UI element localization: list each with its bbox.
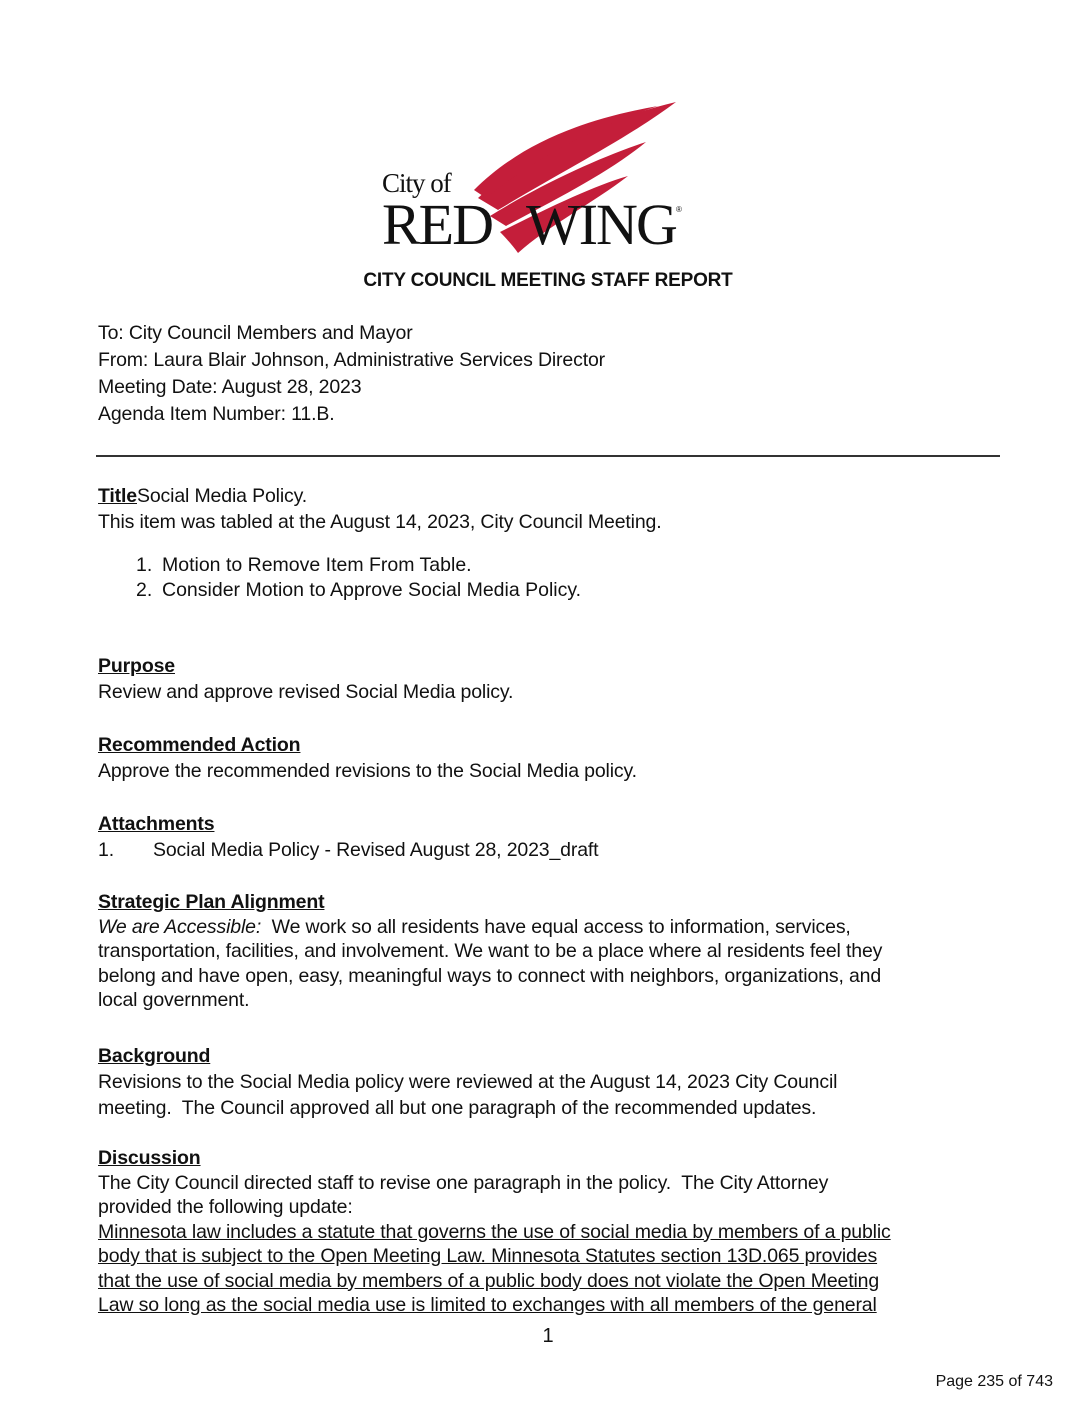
svg-text:®: ® [676,205,682,214]
strategic-plan-lead: We are Accessible: [98,915,262,938]
header-divider [96,455,1000,457]
page-of-total: Page 235 of 743 [935,1373,1053,1390]
city-of-red-wing-logo [378,98,688,258]
title-label: Title [98,485,137,507]
attachments-section [98,811,598,863]
meeting-date-line: Meeting Date: August 28, 2023 [98,376,362,398]
discussion-heading: Discussion [98,1147,201,1169]
recommended-action-body: Approve the recommended revisions to the Social Media policy. [98,760,637,782]
strategic-plan-section: Strategic Plan Alignment We are Accessible: We work so all residents have equal access to information, services, transportation, facilities, and involvement. We want to be a place where al residents feel they belong and have open, easy, meaningful ways to connect with neighbors, organizations, and local government. [98,891,883,1011]
purpose-body: Review and approve revised Social Media policy. [98,681,514,703]
recommended-action-section [98,732,637,784]
from-line: From: Laura Blair Johnson, Administrative Services Director [98,349,606,371]
attorney-update-text: Minnesota law includes a statute that governs the use of social media by members of a public [98,1220,891,1243]
attachments-heading: Attachments [98,813,215,835]
recommended-action-heading: Recommended Action [98,734,301,756]
background-section: Background Revisions to the Social Media policy were reviewed at the August 14, 2023 City Council meeting. The Council approved all but one paragraph of the recommended updates. [98,1045,838,1119]
motion-item: 2. Consider Motion to Approve Social Media Policy. [136,579,582,601]
motion-item: 1. Motion to Remove Item From Table. [136,554,472,576]
svg-text:City of: City of [382,168,451,198]
svg-text:RED: RED [382,192,492,257]
background-heading: Background [98,1045,211,1067]
tabled-note: This item was tabled at the August 14, 2023, City Council Meeting. [98,511,662,533]
discussion-section: Discussion The City Council directed staff to revise one paragraph in the policy. The City Attorney provided the following update: Minnesota law includes a statute that governs the use of social media by members of a public body that is subject to the Open Meeting Law. Minnesota Statutes section 13D.065 provides that the use of social media by members of a public body does not violate the Open Meeting Law so long as the social media use is limited to exchanges with all members of the general [98,1147,891,1316]
strategic-plan-heading: Strategic Plan Alignment [98,891,325,913]
report-title: CITY COUNCIL MEETING STAFF REPORT [363,270,733,291]
purpose-section [98,653,513,705]
attachment-item: 1. Social Media Policy - Revised August 28, 2023_draft [98,839,599,861]
agenda-item-line: Agenda Item Number: 11.B. [98,403,335,425]
motion-list [136,553,581,603]
memo-header [98,320,605,428]
page-number: 1 [542,1325,554,1347]
title-section [98,483,662,535]
to-line: To: City Council Members and Mayor [98,322,413,344]
title-value: Social Media Policy. [136,485,308,507]
wing-icon [378,98,688,258]
svg-text:WING: WING [526,192,676,257]
purpose-heading: Purpose [98,655,175,677]
